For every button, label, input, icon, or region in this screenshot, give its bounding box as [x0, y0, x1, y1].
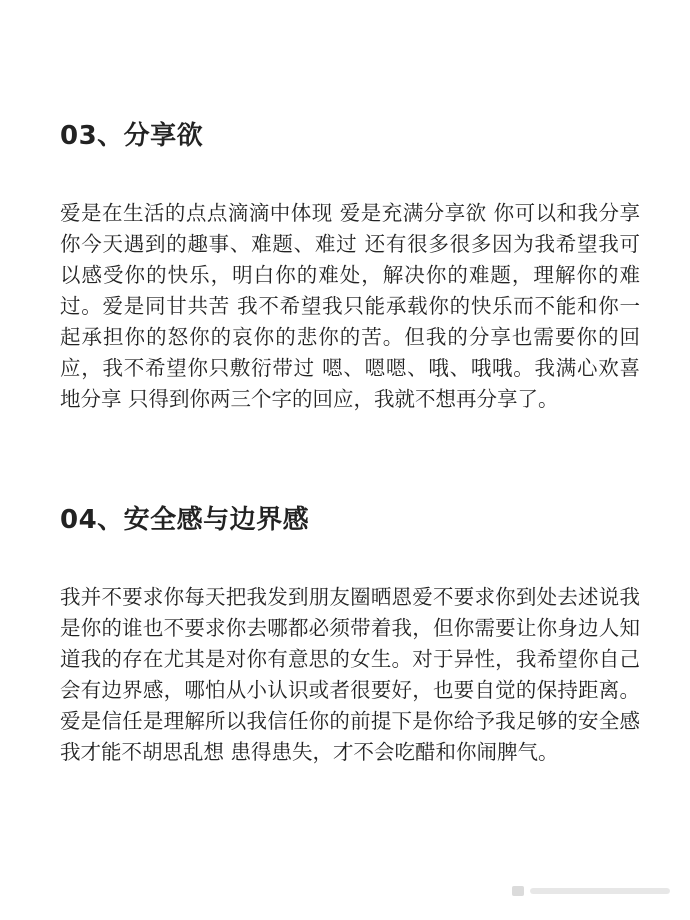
section-body: 爱是在生活的点点滴滴中体现 爱是充满分享欲 你可以和我分享你今天遇到的趣事、难题、难过 还有很多很多因为我希望我可以感受你的快乐，明白你的难处，解决你的难题，理解你的难过。爱是同甘共苦 我不希望我只能承载你的快乐而不能和你一起承担你的怒你的哀你的悲你的苦。但我的分享也需要你的回应，我不希望你只敷衍带过 嗯、嗯嗯、哦、哦哦。我满心欢喜地分享 只得到你两三个字的回应，我就不想再分享了。 — [60, 201, 640, 411]
section-body: 我并不要求你每天把我发到朋友圈晒恩爱不要求你到处去述说我是你的谁也不要求你去哪都必须带着我，但你需要让你身边人知道我的存在尤其是对你有意思的女生。对于异性，我希望你自己会有边界感，哪怕从小认识或者很要好，也要自觉的保持距离。爱是信任是理解所以我信任你的前提下是你给予我足够的安全感我才能不胡思乱想 患得患失，才不会吃醋和你闹脾气。 — [60, 585, 640, 764]
section-heading: 03、分享欲 — [60, 121, 204, 151]
section-heading: 04、安全感与边界感 — [60, 505, 310, 535]
section-sharing-desire — [60, 114, 640, 415]
section-security-boundaries — [60, 498, 640, 768]
watermark-icon — [512, 884, 672, 898]
